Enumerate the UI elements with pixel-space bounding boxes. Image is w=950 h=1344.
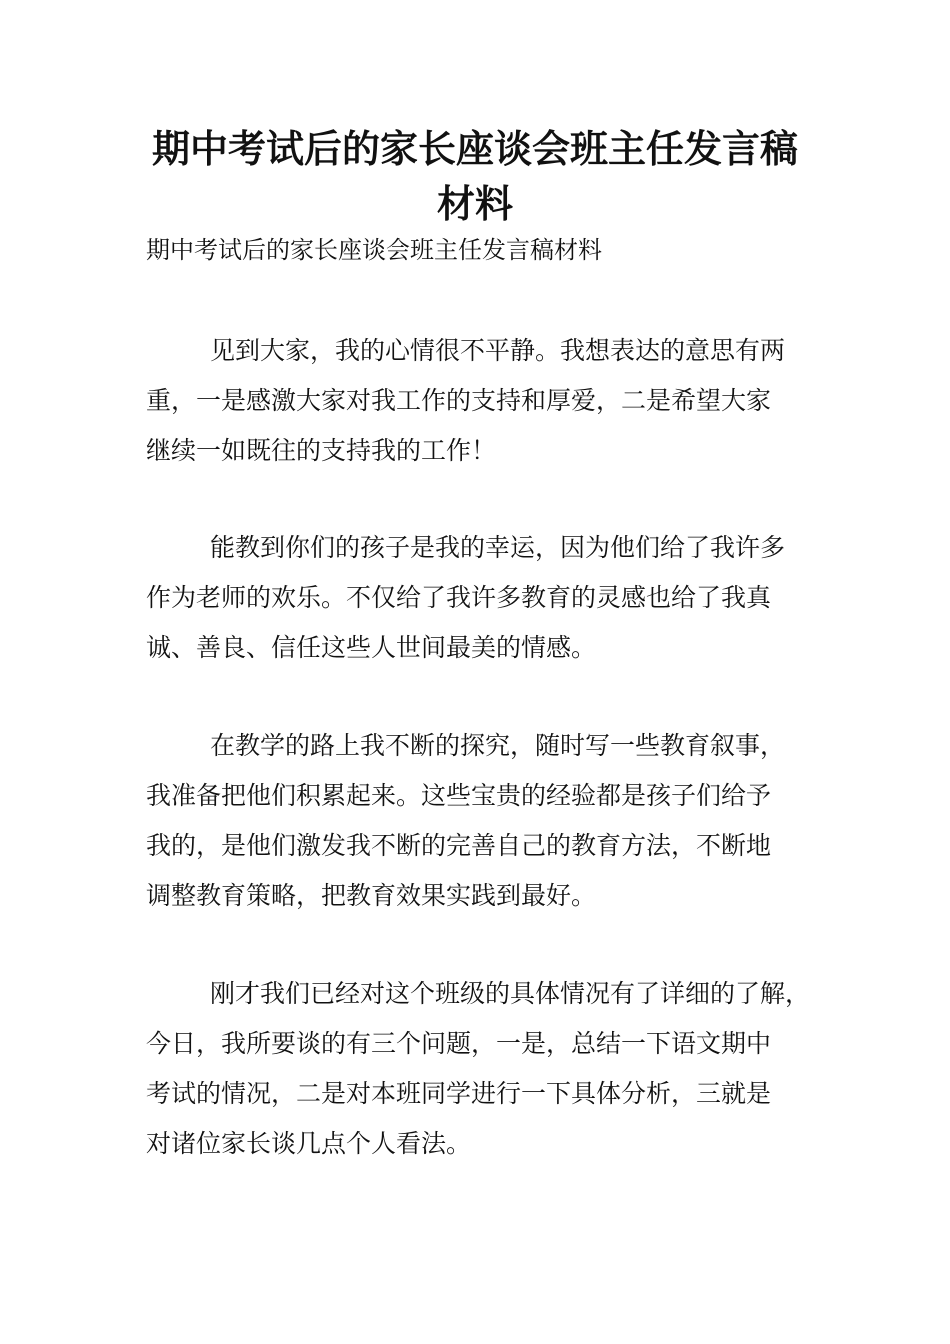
paragraph-line: 重，一是感激大家对我工作的支持和厚爱，二是希望大家	[146, 386, 772, 415]
paragraph-line: 作为老师的欢乐。不仅给了我许多教育的灵感也给了我真	[146, 583, 772, 612]
paragraph-3	[146, 721, 816, 921]
paragraph-2	[146, 523, 816, 673]
paragraph-line: 今日，我所要谈的有三个问题，一是，总结一下语文期中	[146, 1029, 772, 1058]
paragraph-line: 调整教育策略，把教育效果实践到最好。	[146, 881, 597, 910]
document-subtitle: 期中考试后的家长座谈会班主任发言稿材料	[146, 236, 602, 264]
document-title	[120, 122, 830, 232]
paragraph-line: 见到大家，我的心情很不平静。我想表达的意思有两	[210, 336, 786, 365]
paragraph-1	[146, 326, 816, 476]
paragraph-line: 继续一如既往的支持我的工作！	[146, 436, 497, 465]
title-line-1: 期中考试后的家长座谈会班主任发言稿	[151, 127, 798, 171]
paragraph-line: 刚才我们已经对这个班级的具体情况有了详细的了解，	[210, 979, 811, 1008]
paragraph-line: 考试的情况，二是对本班同学进行一下具体分析，三就是	[146, 1079, 772, 1108]
paragraph-line: 在教学的路上我不断的探究，随时写一些教育叙事，	[210, 731, 786, 760]
paragraph-line: 能教到你们的孩子是我的幸运，因为他们给了我许多	[210, 533, 786, 562]
paragraph-line: 对诸位家长谈几点个人看法。	[146, 1129, 472, 1158]
paragraph-4	[146, 969, 816, 1169]
paragraph-line: 诚、善良、信任这些人世间最美的情感。	[146, 633, 597, 662]
paragraph-line: 我准备把他们积累起来。这些宝贵的经验都是孩子们给予	[146, 781, 772, 810]
paragraph-line: 我的，是他们激发我不断的完善自己的教育方法，不断地	[146, 831, 772, 860]
title-line-2: 材料	[436, 182, 513, 226]
